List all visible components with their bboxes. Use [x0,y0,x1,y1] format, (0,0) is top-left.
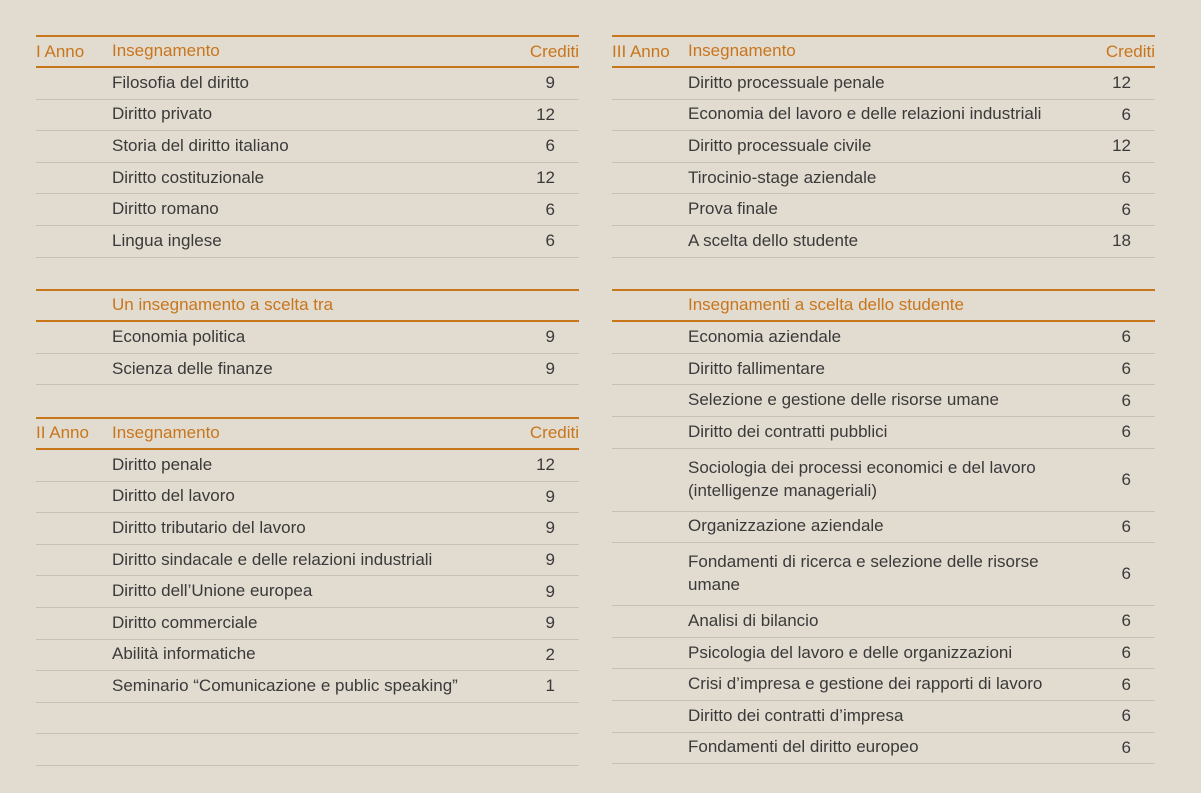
course-credits: 1 [545,676,555,696]
course-name: Tirocinio-stage aziendale [688,167,877,187]
table-row [612,226,1155,258]
course-name: Storia del diritto italiano [112,136,289,156]
course-credits: 12 [536,455,555,475]
table-row [612,131,1155,163]
empty-row [36,734,579,766]
course-credits: 18 [1112,231,1131,251]
course-name: Diritto processuale civile [688,136,872,156]
table-row [612,354,1155,386]
right-column [612,35,1155,764]
course-name: Filosofia del diritto [112,72,250,92]
course-credits: 6 [1121,359,1131,379]
table-row [612,733,1155,765]
table-row [36,100,579,132]
course-credits: 6 [1121,516,1131,536]
table-row [36,482,579,514]
course-name: Diritto del lavoro [112,486,235,506]
course-credits: 6 [1121,390,1131,410]
table-row [612,100,1155,132]
credits-column-header: Crediti [529,41,579,61]
course-credits: 9 [545,359,555,379]
table-row [36,322,579,354]
electives-title: Insegnamenti a scelta dello studente [688,295,964,315]
table-row [612,638,1155,670]
table-row [36,226,579,258]
course-credits: 6 [1121,327,1131,347]
year2-label: II Anno [36,423,89,443]
year1-header [36,35,579,68]
course-name: Organizzazione aziendale [688,516,884,536]
course-name: Diritto fallimentare [688,358,825,378]
course-name: Diritto dei contratti pubblici [688,421,888,441]
section-gap [612,258,1155,290]
table-row [36,576,579,608]
course-name: Diritto dei contratti d’impresa [688,705,904,725]
table-row [612,163,1155,195]
course-name: Sociologia dei processi economici e del lavoro (intelligenze manageriali) [688,457,1036,500]
table-row [36,640,579,672]
table-row [612,385,1155,417]
course-credits: 6 [1121,199,1131,219]
course-name: Diritto processuale penale [688,72,885,92]
course-credits: 6 [1121,643,1131,663]
course-name: Economia politica [112,326,246,346]
table-row [36,608,579,640]
section-gap [36,258,579,290]
course-column-header: Insegnamento [112,41,220,61]
choice-header [36,289,579,322]
course-credits: 12 [1112,73,1131,93]
table-row [36,450,579,482]
table-row [36,68,579,100]
course-column-header: Insegnamento [688,41,796,61]
course-name: Fondamenti del diritto europeo [688,737,919,757]
course-name: Seminario “Comunicazione e public speaking” [112,675,458,695]
course-credits: 9 [545,486,555,506]
course-credits: 9 [545,327,555,347]
course-credits: 9 [545,550,555,570]
choice-title: Un insegnamento a scelta tra [112,295,334,315]
course-name: Diritto romano [112,199,219,219]
table-row [36,671,579,703]
course-credits: 12 [536,104,555,124]
course-name: Scienza delle finanze [112,358,273,378]
course-credits: 6 [1121,706,1131,726]
empty-row [36,703,579,735]
year2-header [36,417,579,450]
course-name: Diritto commerciale [112,612,258,632]
course-name: Selezione e gestione delle risorse umane [688,390,999,410]
table-row [612,701,1155,733]
course-name: Prova finale [688,199,778,219]
table-row [36,131,579,163]
table-row [36,354,579,386]
table-row [612,68,1155,100]
table-row [612,543,1155,606]
course-name: Psicologia del lavoro e delle organizzazioni [688,642,1013,662]
course-name: Abilità informatiche [112,644,256,664]
course-name: Economia del lavoro e delle relazioni industriali [688,104,1042,124]
year3-header [612,35,1155,68]
course-name: Diritto tributario del lavoro [112,517,306,537]
table-row [612,194,1155,226]
course-credits: 9 [545,73,555,93]
course-credits: 6 [545,199,555,219]
course-name: Fondamenti di ricerca e selezione delle risorse umane [688,552,1039,595]
course-credits: 6 [1121,422,1131,442]
course-credits: 12 [536,168,555,188]
table-row [612,512,1155,544]
course-credits: 6 [545,231,555,251]
course-credits: 6 [1121,737,1131,757]
course-credits: 12 [1112,136,1131,156]
electives-header [612,289,1155,322]
credits-column-header: Crediti [529,423,579,443]
table-row [36,194,579,226]
year1-label: I Anno [36,41,85,61]
course-name: Diritto privato [112,104,213,124]
table-row [36,163,579,195]
course-credits: 6 [1121,168,1131,188]
course-name: Analisi di bilancio [688,610,819,630]
course-credits: 9 [545,581,555,601]
table-row [612,449,1155,512]
course-name: Diritto dell’Unione europea [112,581,313,601]
course-name: Diritto costituzionale [112,167,265,187]
course-name: Crisi d’impresa e gestione dei rapporti di lavoro [688,674,1043,694]
course-name: Lingua inglese [112,230,222,250]
table-row [36,545,579,577]
course-name: Economia aziendale [688,326,842,346]
year3-label: III Anno [612,41,670,61]
table-row [612,669,1155,701]
course-credits: 9 [545,518,555,538]
course-credits: 6 [1121,469,1131,489]
course-name: Diritto sindacale e delle relazioni industriali [112,549,433,569]
course-column-header: Insegnamento [112,422,220,442]
course-credits: 6 [1121,104,1131,124]
course-credits: 6 [1121,564,1131,584]
table-row [36,513,579,545]
left-column [36,35,579,766]
course-credits: 2 [545,644,555,664]
course-credits: 6 [1121,611,1131,631]
course-credits: 6 [545,136,555,156]
course-name: Diritto penale [112,454,213,474]
table-row [612,322,1155,354]
table-row [612,417,1155,449]
section-gap [36,385,579,417]
course-credits: 9 [545,613,555,633]
table-row [612,606,1155,638]
course-credits: 6 [1121,674,1131,694]
credits-column-header: Crediti [1105,41,1155,61]
course-name: A scelta dello studente [688,230,859,250]
